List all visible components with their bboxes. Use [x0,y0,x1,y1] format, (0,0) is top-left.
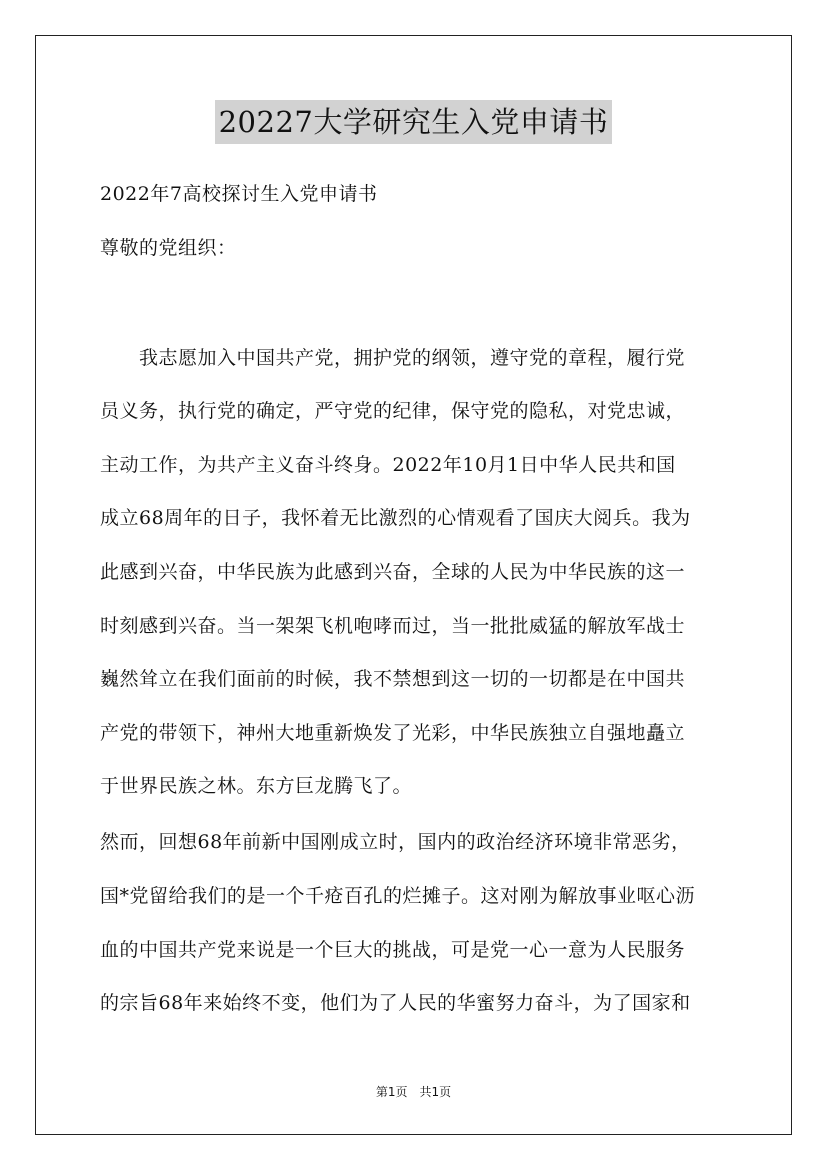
body-line: 此感到兴奋，中华民族为此感到兴奋，全球的人民为中华民族的这一 [100,561,686,583]
body-line: 我志愿加入中国共产党，拥护党的纲领，遵守党的章程，履行党 [100,347,686,369]
body-line: 时刻感到兴奋。当一架架飞机咆哮而过，当一批批威猛的解放军战士 [100,615,686,637]
body-line: 主动工作，为共产主义奋斗终身。2022年10月1日中华人民共和国 [100,454,676,476]
body-line: 国*党留给我们的是一个千疮百孔的烂摊子。这对刚为解放事业呕心沥 [100,885,696,907]
body-line: 产党的带领下，神州大地重新焕发了光彩，中华民族独立自强地矗立 [100,722,686,744]
body-line: 员义务，执行党的确定，严守党的纪律，保守党的隐私，对党忠诚， [100,400,686,422]
document-title: 20227大学研究生入党申请书 [215,100,613,144]
body-line: 成立68周年的日子，我怀着无比激烈的心情观看了国庆大阅兵。我为 [100,507,691,529]
body-line: 血的中国共产党来说是一个巨大的挑战，可是党一心一意为人民服务 [100,939,686,961]
body-line: 于世界民族之林。东方巨龙腾飞了。 [100,775,413,797]
salutation: 尊敬的党组织： [100,237,237,259]
body-line: 然而，回想68年前新中国刚成立时，国内的政治经济环境非常恶劣， [100,831,691,853]
title-container [0,100,827,144]
body-line: 的宗旨68年来始终不变，他们为了人民的华蜜努力奋斗，为了国家和 [100,992,691,1014]
document-subtitle: 2022年7高校探讨生入党申请书 [100,183,378,205]
page-number-footer: 第1页 共1页 [375,1085,452,1099]
body-line: 巍然耸立在我们面前的时候，我不禁想到这一切的一切都是在中国共 [100,668,686,690]
